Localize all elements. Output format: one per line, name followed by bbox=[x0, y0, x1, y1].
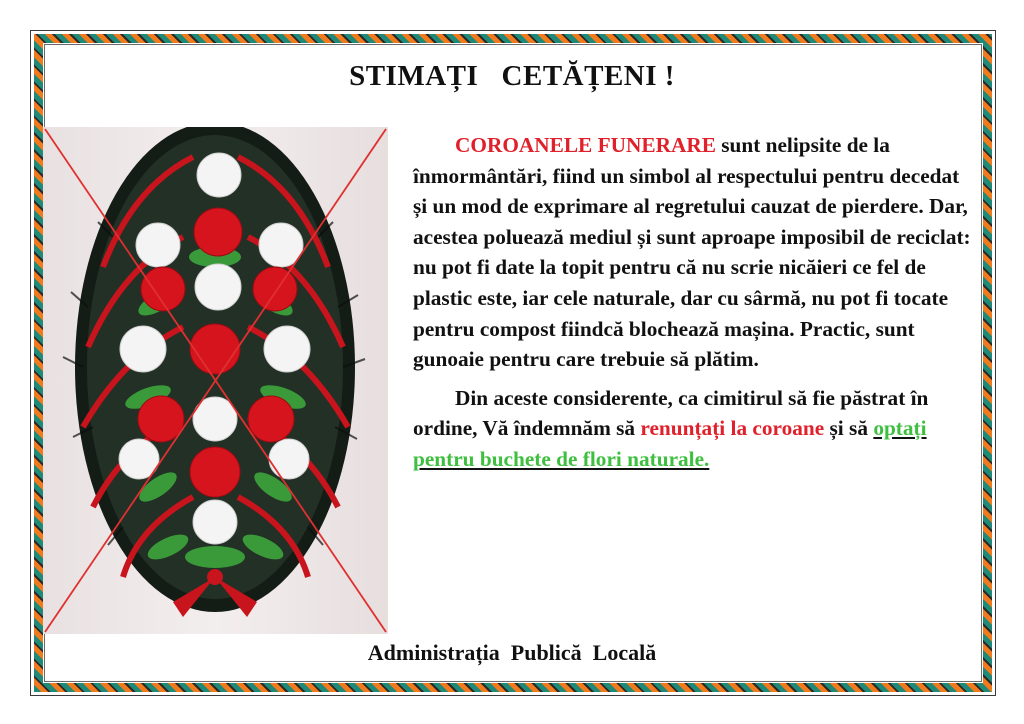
highlight-funeral-wreaths: COROANELE FUNERARE bbox=[455, 133, 716, 157]
paragraph-2-middle: și să bbox=[824, 416, 874, 441]
page-title: STIMAȚI CETĂȚENI ! bbox=[349, 60, 675, 92]
message-text bbox=[413, 130, 973, 475]
highlight-renounce-wreaths: renunțați la coroane bbox=[640, 416, 825, 441]
paragraph-2-start: Din aceste considerente, ca cimitirul să fie păstrat în ordine, Vă îndemnăm să bbox=[413, 385, 929, 441]
highlight-natural-flowers: optați pentru buchete de flori naturale. bbox=[413, 416, 927, 471]
paragraph-1 bbox=[413, 130, 973, 375]
paragraph-1-body: sunt nelipsite de la înmormântări, fiind un simbol al respectului pentru decedat și un mod de exprimare al regretului cauzat de pierdere. Dar, acestea poluează mediul și sunt aproape imposibil de reciclat: nu pot fi date la topit pentru că nu scrie nicăieri ce fel de plastic este, iar cele naturale, dar cu sârmă, nu pot fi tocate pentru compost fiindcă blochează mașina. Practic, sunt gunoaie pentru care trebuie să plătim. bbox=[413, 133, 971, 372]
wreath-image bbox=[43, 127, 388, 634]
signature-footer: Administrația Publică Locală bbox=[367, 640, 657, 665]
wreath-illustration bbox=[43, 127, 388, 634]
paragraph-2 bbox=[413, 383, 973, 475]
